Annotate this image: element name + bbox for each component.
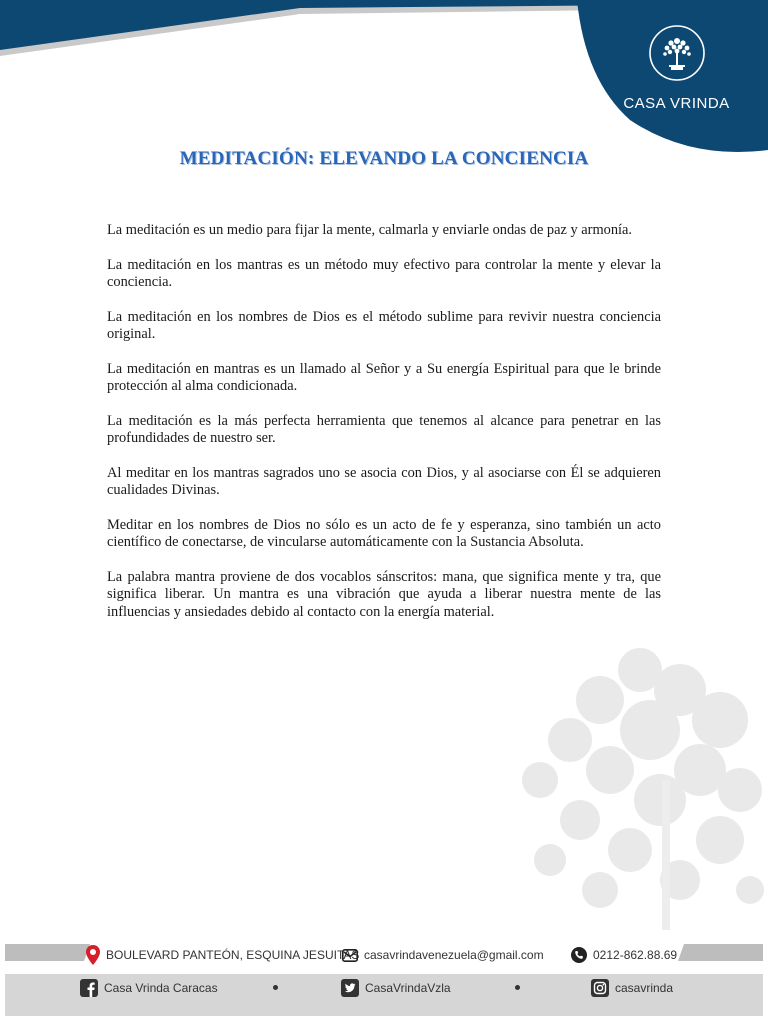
paragraph: La meditación es un medio para fijar la mente, calmarla y enviarle ondas de paz y armonía.	[107, 222, 633, 238]
footer-address	[86, 943, 359, 967]
paragraph: Meditar en los nombres de Dios no sólo es un acto de fe y esperanza, sino también un acto científico de conectarse, de vincularse automáticamente con la Sustancia Absoluta.	[107, 516, 661, 550]
document-title: MEDITACIÓN: ELEVANDO LA CONCIENCIA	[179, 148, 589, 169]
email-link[interactable]: casavrindavenezuela@gmail.com	[364, 948, 544, 962]
paragraph: La meditación en mantras es un llamado al Señor y a Su energía Espiritual para que le brinde protección al alma condicionada.	[107, 360, 661, 394]
address-text: BOULEVARD PANTEÓN, ESQUINA JESUITAS	[106, 948, 360, 962]
footer-facebook[interactable]	[80, 976, 218, 1000]
twitter-handle[interactable]: CasaVrindaVzla	[365, 981, 451, 995]
separator-dot	[273, 985, 278, 990]
separator-dot	[515, 985, 520, 990]
facebook-icon	[80, 979, 98, 997]
paragraph: Al meditar en los mantras sagrados uno se asocia con Dios, y al asociarse con Él se adquieren cualidades Divinas.	[107, 464, 661, 498]
footer-twitter[interactable]	[341, 976, 451, 1000]
phone-icon	[571, 947, 587, 963]
paragraph: La meditación en los nombres de Dios es el método sublime para revivir nuestra conciencia original.	[107, 308, 661, 342]
tree-watermark	[480, 630, 768, 930]
document-body	[107, 222, 661, 638]
envelope-icon	[342, 949, 358, 962]
footer-phone[interactable]	[571, 943, 677, 967]
footer-instagram[interactable]	[591, 976, 673, 1000]
brand-logo	[585, 0, 768, 150]
footer-email[interactable]	[342, 943, 544, 967]
paragraph: La meditación en los mantras es un método muy efectivo para controlar la mente y elevar la conciencia.	[107, 256, 661, 290]
tree-icon	[648, 24, 706, 82]
paragraph: La meditación es la más perfecta herramienta que tenemos al alcance para penetrar en las profundidades de nuestro ser.	[107, 412, 661, 446]
facebook-handle[interactable]: Casa Vrinda Caracas	[104, 981, 218, 995]
instagram-icon	[591, 979, 609, 997]
location-pin-icon	[86, 945, 100, 965]
twitter-icon	[341, 979, 359, 997]
phone-text[interactable]: 0212-862.88.69	[593, 948, 678, 962]
brand-name: CASA VRINDA	[623, 95, 730, 112]
instagram-handle[interactable]: casavrinda	[615, 981, 674, 995]
paragraph: La palabra mantra proviene de dos vocablos sánscritos: mana, que significa mente y tra, que significa liberar. Un mantra es una vibración que ayuda a liberar nuestra mente de las influencias y ansiedades debido al contacto con la energía material.	[107, 568, 661, 620]
